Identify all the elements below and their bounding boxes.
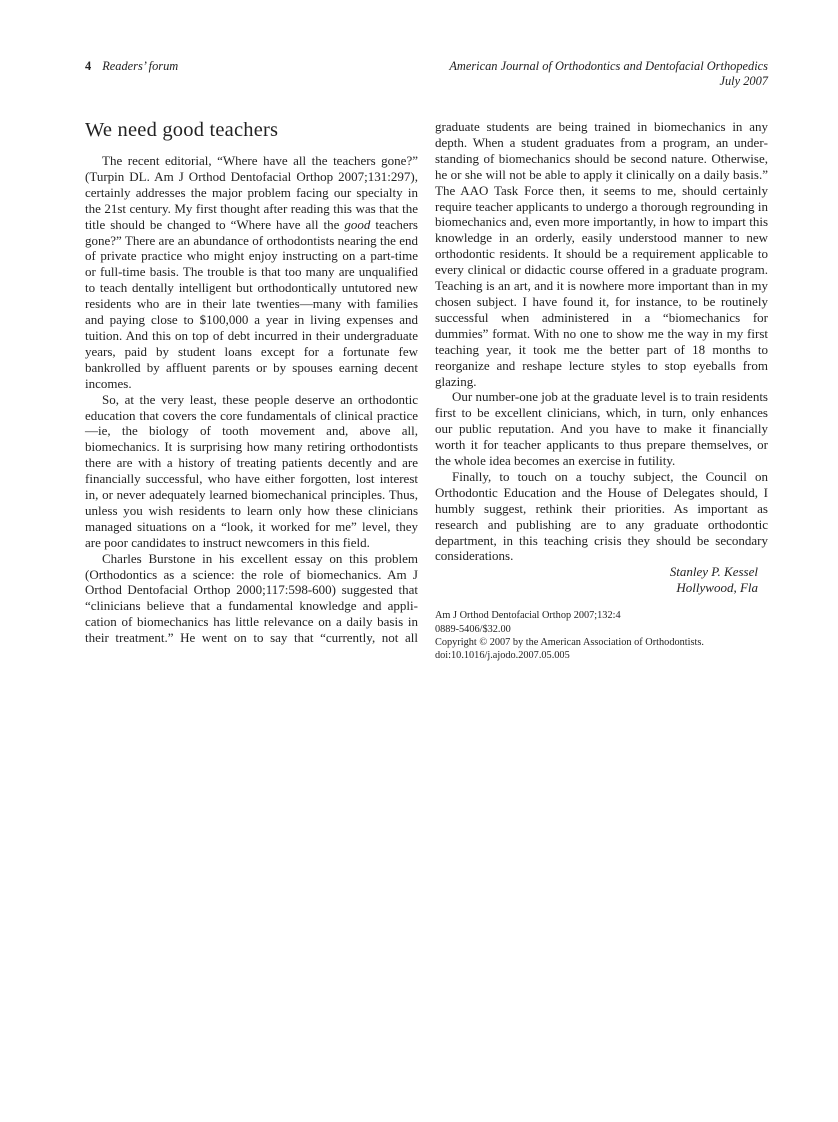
signature-block <box>435 564 768 596</box>
paragraph-3-right-part: graduate students are being trained in biomechanics in any depth. When a student graduates from a program, an understanding of biomechanics should be second nature. Otherwise, he or she will not be able to apply it clinically on a daily basis.” The AAO Task Force then, it seems to me, should certainly require teacher applicants to undergo a thorough regrounding in biomechanics and, even more importantly, in how to impart this knowledge in an orderly, easily understood manner to new orthodontic residents. It should be a requirement applicable to every clinical or didactic course offered in a graduate program. Teaching is an art, and it is nowhere more important than in my chosen subject. I have found it, for instance, to be routinely successful when administered in a “biomechanics for dummies” format. With no one to show me the way in my first teaching year, it took me the better part of 18 months to reorganize and reshape lecture styles to stop eyeballs from glazing. <box>435 119 768 389</box>
paragraph-1-text: The recent editorial, “Where have all the teachers gone?” (Turpin DL. Am J Orthod Dentofacial Orthop 2007;131:297), certainly addresses the major problem facing our specialty in the 21st century. My first thought after reading this was that the title should be changed to “Where have all the <box>85 153 418 232</box>
running-head-left <box>85 59 178 74</box>
signature-name: Stanley P. Kessel <box>669 564 758 580</box>
paragraph-5: Finally, to touch on a touchy subject, the Council on Orthodontic Education and the House of Delegates should, I humbly suggest, rethink their priorities. As important as research and publishing are to any graduate orthodontic department, in this teaching crisis they should be secondary considerations. <box>435 468 768 564</box>
citation-doi: doi:10.1016/j.ajodo.2007.05.005 <box>435 650 570 662</box>
paragraph-2: So, at the very least, these people deserve an orthodontic education that covers the core fundamentals of clinical practice—ie, the biology of tooth movement and, above all, biomechanics. It is surprising how many retiring orthodontists there are with a history of treating patients decently and are financially successful, who have either forgotten, lost interest in, or never adequately learned biomechanical principles. Thus, unless you wish residents to learn only how these clinicians managed situations on a “look, it worked for me” level, they are poor candidates to instruct newcomers in this field. <box>85 391 418 550</box>
citation-copyright: Copyright © 2007 by the American Association of Orthodontists. <box>435 637 704 648</box>
signature-location: Hollywood, Fla <box>676 580 758 596</box>
article-body <box>85 119 768 663</box>
paragraph-1-emphasis: good <box>344 216 371 232</box>
section-title: Readers’ forum <box>102 59 179 73</box>
citation-issn-price: 0889-5406/$32.00 <box>435 623 511 635</box>
running-head <box>85 59 768 89</box>
paragraph-1-text: teachers gone?” There are an abundance of orthodontists nearing the end of private practice who might enjoy instructing on a part-time or full-time basis. The trouble is that too many are unqualified to teach dentally intelligent but orthodontically untutored new residents who are in their late twenties—many with families and paying close to $100,000 a year in living expenses and tuition. And this on top of debt incurred in their undergraduate years, paid by student loans except for a fortunate few bankrolled by affluent parents or by spouses earning decent incomes. <box>85 216 418 391</box>
paragraph-1 <box>85 153 418 392</box>
page-number: 4 <box>85 59 92 73</box>
paragraph-4: Our number-one job at the graduate level is to train residents first to be excellent clinicians, which, in turn, only enhances our public reputation. And you have to make it financially worth it for teacher applicants to thus prepare themselves, or the whole idea becomes an exercise in futility. <box>435 389 768 469</box>
left-column <box>85 119 418 663</box>
right-column <box>435 119 768 663</box>
issue-date: July 2007 <box>719 74 768 88</box>
journal-name: American Journal of Orthodontics and Dentofacial Orthopedics <box>449 59 768 73</box>
citation-reference: Am J Orthod Dentofacial Orthop 2007;132:4 <box>435 610 621 622</box>
running-head-right <box>449 59 768 89</box>
article-title: We need good teachers <box>85 119 279 141</box>
paragraph-3-left-part: Charles Burstone in his excellent essay on this problem (Orthodontics as a science: the role of biomechanics. Am J Orthod Dentofacial Orthop 2000;117:598-600) suggested that “clinicians believe that a fundamental knowledge and application of biomechanics has little relevance on a daily basis in their treatment.” He went on to say that “currently, not all <box>85 550 418 646</box>
citation-footer <box>435 609 768 663</box>
